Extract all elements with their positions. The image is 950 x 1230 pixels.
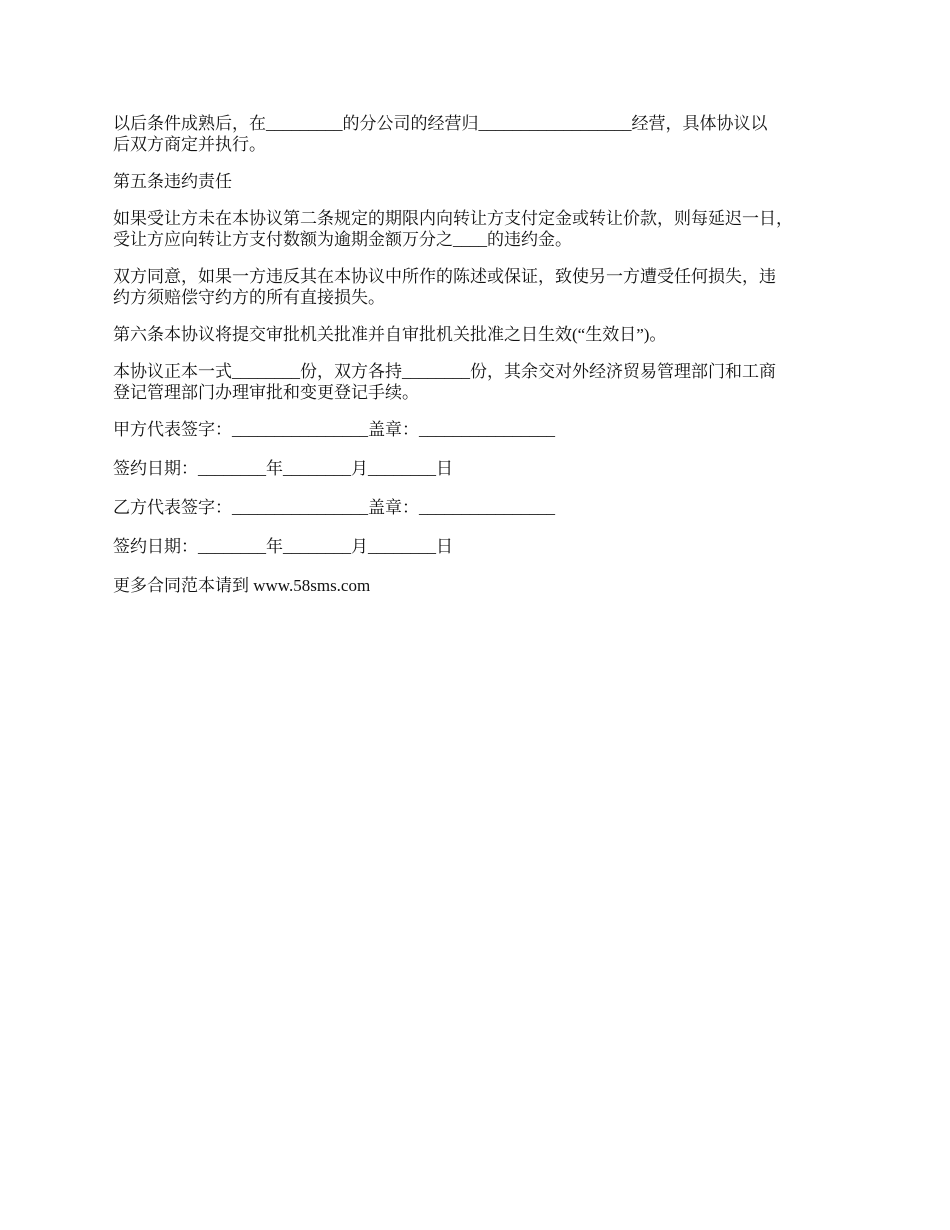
party-a-sign-date-line [113,458,853,479]
paragraph-line: 以后条件成熟后，在_________的分公司的经营归__________________经营，具体协议以 [113,114,768,133]
paragraph-branch-operation [113,113,853,155]
paragraph-line: 更多合同范本请到 www.58sms.com [113,576,371,595]
party-b-sign-date-line [113,536,853,557]
paragraph-late-payment-penalty [113,208,853,250]
paragraph-line: 登记管理部门办理审批和变更登记手续。 [113,383,419,402]
party-a-signature-line [113,419,853,440]
document-body [113,113,853,612]
paragraph-line: 第五条违约责任 [113,172,232,191]
paragraph-line: 签约日期：________年________月________日 [113,459,453,478]
paragraph-line: 后双方商定并执行。 [113,135,266,154]
paragraph-line: 约方须赔偿守约方的所有直接损失。 [113,288,385,307]
paragraph-line: 乙方代表签字：________________盖章：________________ [113,498,555,517]
paragraph-line: 第六条本协议将提交审批机关批准并自审批机关批准之日生效(“生效日”)。 [113,325,667,344]
paragraph-line: 如果受让方未在本协议第二条规定的期限内向转让方支付定金或转让价款，则每延迟一日， [113,209,793,228]
paragraph-article-6-effective-date [113,324,853,345]
party-b-signature-line [113,497,853,518]
heading-article-5-breach-liability [113,171,853,192]
footer-more-templates [113,575,853,596]
paragraph-compensation [113,266,853,308]
paragraph-copies [113,361,853,403]
paragraph-line: 甲方代表签字：________________盖章：________________ [113,420,555,439]
paragraph-line: 签约日期：________年________月________日 [113,537,453,556]
paragraph-line: 本协议正本一式________份，双方各持________份，其余交对外经济贸易管理部门和工商 [113,362,776,381]
paragraph-line: 双方同意，如果一方违反其在本协议中所作的陈述或保证，致使另一方遭受任何损失，违 [113,267,776,286]
paragraph-line: 受让方应向转让方支付数额为逾期金额万分之____的违约金。 [113,230,572,249]
